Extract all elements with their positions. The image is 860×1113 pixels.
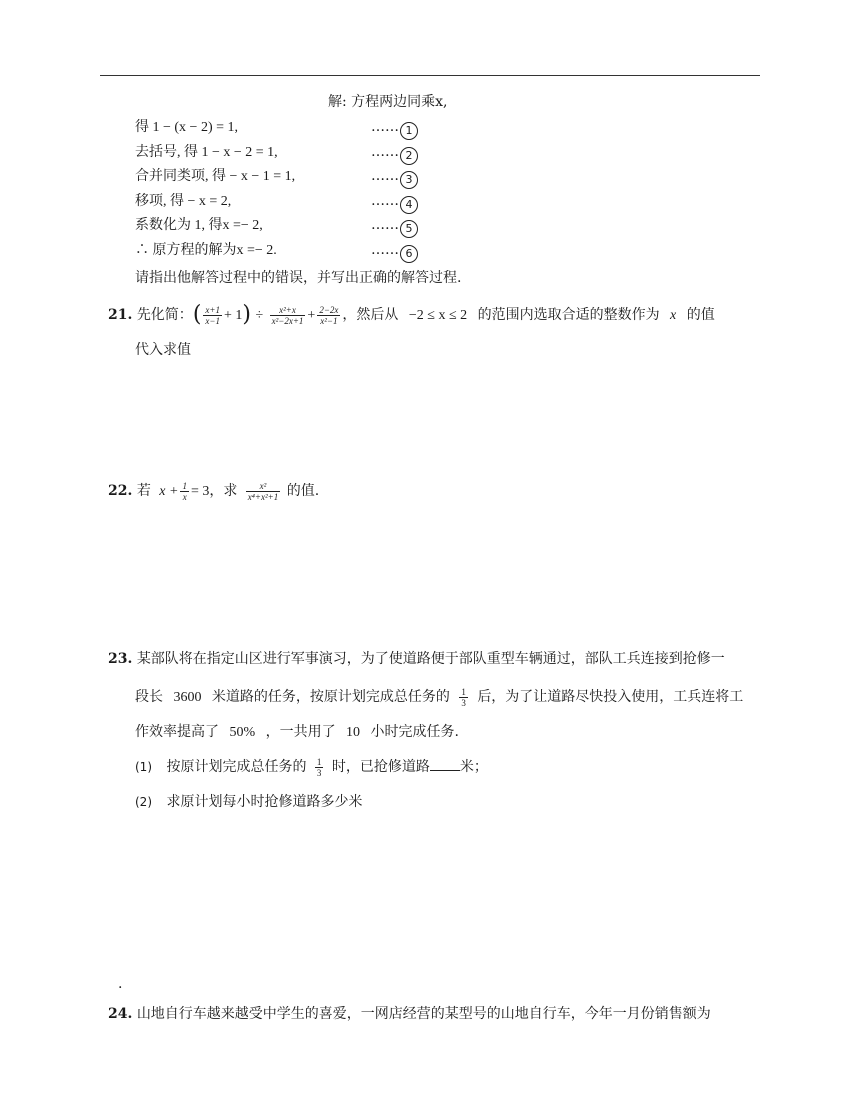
step-text: 合并同类项, 得 − x − 1 = 1, — [135, 169, 296, 184]
step-dots: …… — [371, 168, 399, 184]
question-number: 24. — [108, 1006, 133, 1022]
left-paren: ( — [192, 302, 202, 327]
q23-line2-c: 后，为了让道路尽快投入使用，工兵连将工 — [477, 689, 744, 705]
q23-sub1-a: 按原计划完成总任务的 — [166, 759, 307, 775]
q23-pct: 50% — [229, 725, 256, 740]
q21-tail: 的值 — [686, 307, 715, 323]
q23-sub1-b: 时，已抢修道路 — [331, 759, 430, 775]
step-dots: …… — [371, 217, 399, 233]
fraction-target: $\frac{\text{x²}}{\text{x⁴+x²+1}}$ — [247, 480, 279, 502]
fraction-1: $\frac{x+1}{x-1}$ — [205, 304, 220, 326]
q21-middle: ，然后从 — [342, 307, 399, 323]
question-23 — [108, 649, 768, 669]
q23-line2-a: 段长 — [135, 689, 163, 705]
step-text: 得 1 − (x − 2) = 1, — [135, 120, 239, 135]
right-paren: ) — [242, 302, 251, 327]
fraction-one-third: $\frac{1}{3}$ — [316, 756, 322, 778]
solution-step — [135, 191, 231, 212]
q23-line2 — [135, 685, 743, 709]
fraction-2: $\frac{\text{x²+x}}{\text{x²−2x+1}}$ — [271, 304, 304, 326]
question-24 — [108, 1004, 768, 1024]
fraction-3: $\frac{2-2x}{\text{x²−1}}$ — [319, 304, 339, 326]
question-21 — [108, 303, 715, 327]
q22-ruo: 若 — [136, 483, 151, 499]
q23-line3 — [135, 722, 459, 743]
step-marker — [371, 166, 418, 189]
q23-line3-a: 作效率提高了 — [135, 724, 219, 740]
step-marker — [371, 215, 418, 238]
step-text: 移项, 得 − x = 2, — [135, 193, 232, 209]
q22-tail: 的值. — [286, 483, 320, 499]
q23-sub1-c: 米； — [459, 759, 488, 775]
q24-line1: 山地自行车越来越受中学生的喜爱，一网店经营的某型号的山地自行车，今年一月份销售额为 — [136, 1006, 711, 1022]
header-rule — [100, 75, 760, 76]
circled-number-icon: 1 — [400, 122, 418, 140]
plus-one: + 1 — [223, 308, 243, 323]
stray-period: . — [118, 976, 123, 992]
question-number: 21. — [108, 307, 133, 323]
circled-number-icon: 3 — [400, 171, 418, 189]
q21-after-range: 的范围内选取合适的整数作为 — [477, 307, 660, 323]
q23-sub2-text: 求原计划每小时抢修道路多少米 — [166, 794, 363, 810]
q21-prefix: 先化简： — [136, 307, 193, 323]
step-dots: …… — [371, 192, 399, 209]
q21-range: −2 ≤ x ≤ 2 — [408, 308, 468, 323]
step-dots: …… — [371, 241, 399, 258]
step-marker — [371, 117, 418, 140]
question-22 — [108, 479, 319, 503]
circled-number-icon: 4 — [400, 196, 418, 214]
step-marker — [371, 191, 418, 214]
plus-sign: + — [307, 308, 316, 323]
question-number: 23. — [108, 651, 133, 667]
q23-line3-c: 小时完成任务. — [370, 724, 459, 740]
solution-step — [135, 215, 263, 236]
question-number: 22. — [108, 483, 133, 499]
solution-step — [135, 166, 295, 187]
circled-number-icon: 5 — [400, 220, 418, 238]
q23-hours: 10 — [346, 725, 361, 740]
circled-number-icon: 2 — [400, 147, 418, 165]
q22-x-plus: x + — [159, 484, 179, 499]
step-marker — [371, 142, 418, 165]
step-text: 系数化为 1, 得x =− 2, — [135, 218, 263, 233]
step-text: 去括号, 得 1 − x − 2 = 1, — [135, 144, 278, 160]
step-dots: …… — [371, 119, 399, 135]
q23-line2-b: 米道路的任务，按原计划完成总任务的 — [211, 689, 450, 705]
sub-question-tag: (1) — [135, 760, 152, 774]
circled-number-icon: 6 — [400, 245, 418, 263]
q23-sub2 — [135, 792, 362, 812]
q20-instruction: 请指出他解答过程中的错误，并写出正确的解答过程. — [135, 270, 462, 286]
q22-eq3: = 3，求 — [190, 484, 238, 499]
solution-step — [135, 117, 238, 138]
q23-length: 3600 — [173, 690, 202, 705]
step-dots: …… — [371, 143, 399, 160]
q23-line3-b: ，一共用了 — [265, 724, 336, 740]
q21-variable: x — [670, 308, 677, 323]
solution-step — [135, 142, 278, 163]
sub-question-tag: (2) — [135, 795, 152, 809]
solution-step — [135, 240, 277, 261]
solution-intro: 解: 方程两边同乘x, — [328, 94, 448, 110]
fraction-one-over-x: $\frac{1}{x}$ — [182, 480, 187, 502]
step-marker — [371, 240, 418, 263]
step-text: ∴ 原方程的解为x =− 2. — [135, 242, 277, 258]
divide-sign: ÷ — [255, 308, 264, 323]
q23-sub1 — [135, 755, 488, 779]
answer-blank[interactable] — [430, 756, 460, 771]
q21-line2: 代入求值 — [135, 342, 191, 358]
q23-line1: 某部队将在指定山区进行军事演习，为了使道路便于部队重型车辆通过，部队工兵连接到抢修一 — [136, 651, 725, 667]
fraction-one-third: $\frac{1}{3}$ — [461, 686, 466, 708]
